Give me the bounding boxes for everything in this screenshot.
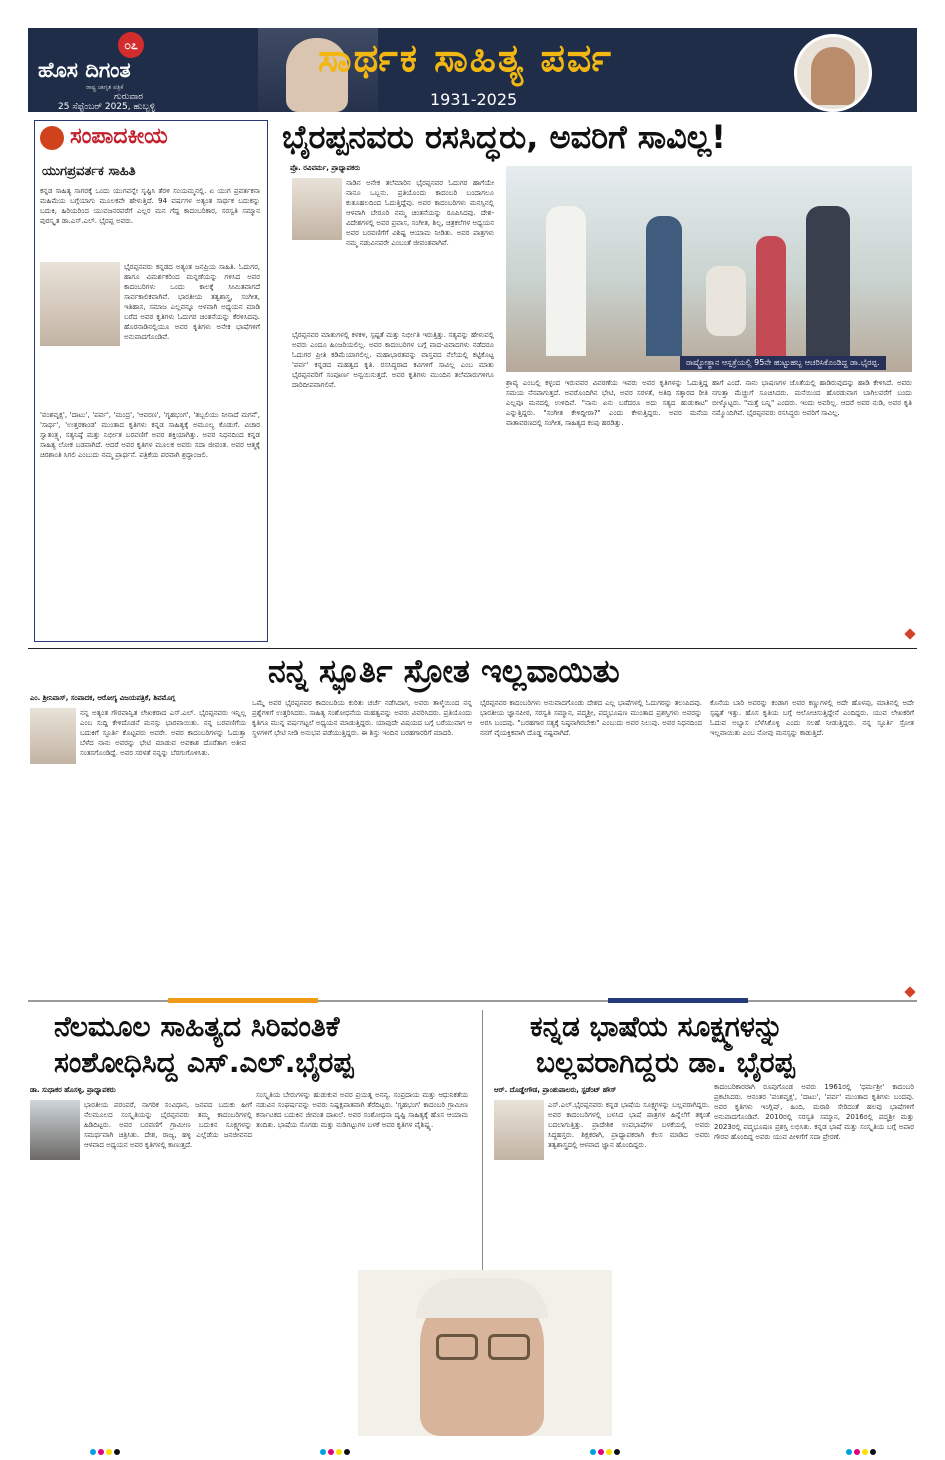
article-byline: ಆರ್. ದೊಡ್ಡೇಗೌಡ, ಪ್ರಾಂಶುಪಾಲರು, ಸ್ಟಡೆಂಟ್ ಹೌಸ್: [494, 1086, 617, 1094]
article-paragraph: ಸಂಸ್ಕೃತಿಯ ಬೇರುಗಳನ್ನು ಹುಡುಕುವ ಅವರ ಪ್ರಯತ್ನ ಅನನ್ಯ. ಸಂಪ್ರದಾಯ ಮತ್ತು ಆಧುನಿಕತೆಯ ನಡುವಿನ ಸಂಘರ್ಷವನ್ನು ಅವರು ನಿಷ್ಪಕ್ಷಪಾತವಾಗಿ ತೆರೆದಿಟ್ಟರು. 'ಗೃಹಭಂಗ' ಕಾದಂಬರಿ ಗ್ರಾಮೀಣ ಕರ್ನಾಟಕದ ಬದುಕಿನ ಜೀವಂತ ದಾಖಲೆ. ಅವರ ಸಂಶೋಧನಾ ದೃಷ್ಟಿ ಸಾಹಿತ್ಯಕ್ಕೆ ಹೊಸ ಆಯಾಮ ತಂದಿತು. ಭಾಷೆಯ ಸೊಗಡು ಮತ್ತು ನುಡಿಗಟ್ಟುಗಳ ಬಳಕೆ ಅವರ ಕೃತಿಗಳ ವೈಶಿಷ್ಟ್ಯ.: [256, 1091, 468, 1129]
article-paragraph: ನನ್ನ ಅತ್ಯಂತ ಗೌರವಾನ್ವಿತ ಲೇಖಕರಾದ ಎಸ್.ಎಲ್. ಭೈರಪ್ಪನವರು ಇನ್ನಿಲ್ಲ ಎಂಬ ಸುದ್ದಿ ಕೇಳಿದೊಡನೆ ಮನಸ್ಸು ಭಾರವಾಯಿತು. ನನ್ನ ಬರವಣಿಗೆಯ ಬದುಕಿಗೆ ಸ್ಫೂರ್ತಿ ಕೊಟ್ಟವರು ಅವರೇ. ಅವರ ಕಾದಂಬರಿಗಳನ್ನು ಓದುತ್ತಾ ಬೆಳೆದ ನಾನು ಅವರನ್ನು ಭೇಟಿ ಮಾಡುವ ಅವಕಾಶ ದೊರೆತಾಗ ಅತೀವ ಸಂತಸಗೊಂಡಿದ್ದೆ. ಅವರ ಸರಳತೆ ನನ್ನನ್ನು ಬೆರಗುಗೊಳಿಸಿತು.: [80, 709, 246, 757]
author-photo: [30, 708, 76, 764]
article-headline: ಕನ್ನಡ ಭಾಷೆಯ ಸೂಕ್ಷ್ಮಗಳನ್ನು: [530, 1010, 784, 1043]
issue-date: 25 ಸೆಪ್ಟೆಂಬರ್ 2025, ಹುಬ್ಬಳ್ಳಿ: [58, 102, 156, 112]
issue-day: ಗುರುವಾರ: [114, 92, 144, 102]
article-headline: ಬಲ್ಲವರಾಗಿದ್ದರು ಡಾ. ಭೈರಪ್ಪ: [536, 1046, 795, 1079]
logo-icon: ೦೭: [118, 32, 144, 58]
article-paragraph: ಕಾದಂಬರಿಕಾರರಾಗಿ ರೂಪುಗೊಂಡ ಅವರು 1961ರಲ್ಲಿ 'ಧರ್ಮಶ್ರೀ' ಕಾದಂಬರಿ ಪ್ರಕಟಿಸಿದರು. ಆನಂತರ 'ವಂಶವೃಕ್ಷ', 'ದಾಟು', 'ಪರ್ವ' ಮುಂತಾದ ಕೃತಿಗಳು ಬಂದವು. ಅವರ ಕೃತಿಗಳು ಇಂಗ್ಲಿಷ್, ಹಿಂದಿ, ಮರಾಠಿ ಸೇರಿದಂತೆ ಹಲವು ಭಾಷೆಗಳಿಗೆ ಅನುವಾದಗೊಂಡಿವೆ. 2010ರಲ್ಲಿ ಸರಸ್ವತಿ ಸಮ್ಮಾನ, 2016ರಲ್ಲಿ ಪದ್ಮಶ್ರೀ ಮತ್ತು 2023ರಲ್ಲಿ ಪದ್ಮಭೂಷಣ ಪ್ರಶಸ್ತಿ ಲಭಿಸಿತು. ಕನ್ನಡ ಭಾಷೆ ಮತ್ತು ಸಂಸ್ಕೃತಿಯ ಬಗ್ಗೆ ಅಪಾರ ಗೌರವ ಹೊಂದಿದ್ದ ಅವರು ಯುವ ಪೀಳಿಗೆಗೆ ಸದಾ ಪ್ರೇರಣೆ.: [714, 1083, 914, 1141]
editorial-header: [40, 126, 266, 154]
accent-bar-orange: [168, 998, 318, 1003]
article-byline: ಪ್ರೊ. ರವಿವರ್ಮ, ಪ್ರಾಧ್ಯಾಪಕರು: [290, 164, 361, 172]
tribute-portrait-photo: [358, 1270, 612, 1436]
masthead-circle-photo: [794, 34, 872, 112]
article-byline: ಡಾ. ಸುಧಾಕರ ಹೊಸಳ್ಳಿ, ಪ್ರಾಧ್ಯಾಪಕರು: [30, 1086, 116, 1094]
article-byline: ಎಂ. ಶ್ರೀನಿವಾಸ್, ಸಂಪಾದಕ, ಆರೋಗ್ಯ ವಿಜಯಪತ್ರಿಕೆ, ಶಿವಮೊಗ್ಗ: [30, 694, 176, 702]
author-photo: [494, 1100, 544, 1160]
section-divider: [318, 1000, 608, 1002]
article-headline: ಭೈರಪ್ಪನವರು ರಸಸಿದ್ಧರು, ಅವರಿಗೆ ಸಾವಿಲ್ಲ!: [282, 118, 726, 156]
print-color-dots: [590, 1440, 622, 1459]
article-headline: ನನ್ನ ಸ್ಫೂರ್ತಿ ಸ್ರೋತ ಇಲ್ಲವಾಯಿತು: [268, 652, 620, 690]
article-photo: [506, 166, 912, 372]
article-paragraph: ಒಮ್ಮೆ ಅವರ ಭೈರಪ್ಪನವರ ಕಾದಂಬರಿಯ ಕುರಿತು ಚರ್ಚೆ ನಡೆಸಿದಾಗ, ಅವರು ತಾಳ್ಮೆಯಿಂದ ನನ್ನ ಪ್ರಶ್ನೆಗಳಿಗೆ ಉತ್ತರಿಸಿದರು. ಸಾಹಿತ್ಯ ಸಂಶೋಧನೆಯ ಮಹತ್ವವನ್ನು ಅವರು ವಿವರಿಸಿದರು. ಪ್ರತಿಯೊಂದು ಕೃತಿಗೂ ಮುನ್ನ ವರ್ಷಗಟ್ಟಲೆ ಅಧ್ಯಯನ ಮಾಡುತ್ತಿದ್ದರು. ಯಾವುದೇ ವಿಷಯದ ಬಗ್ಗೆ ಬರೆಯುವಾಗ ಆ ಸ್ಥಳಗಳಿಗೆ ಭೇಟಿ ನೀಡಿ ಅನುಭವ ಪಡೆಯುತ್ತಿದ್ದರು. ಈ ಶಿಸ್ತು ಇಂದಿನ ಬರಹಗಾರರಿಗೆ ಮಾದರಿ.: [252, 699, 472, 737]
photo-caption: ರಾಷ್ಟ್ರೋತ್ಥಾನ ಆಸ್ಪತ್ರೆಯಲ್ಲಿ 95ನೇ ಹುಟ್ಟುಹಬ್ಬ ಆಚರಿಸಿಕೊಂಡಿದ್ದ ಡಾ.ಭೈರಪ್ಪ.: [680, 356, 886, 370]
editorial-paragraph: ಭೈರಪ್ಪನವರು ಕನ್ನಡದ ಅತ್ಯಂತ ಜನಪ್ರಿಯ ಸಾಹಿತಿ. ಓದುಗರ, ಹಾಗೂ ವಿಮರ್ಶಕರಿಂದ ಮನ್ನಣೆಯನ್ನು ಗಳಿಸಿದ ಅವರ ಕಾದಂಬರಿಗಳು ಒಂದು ಕಾಲಕ್ಕೆ ಸೀಮಿತವಾಗದೆ ಸಾರ್ವಕಾಲಿಕವಾಗಿವೆ. ಭಾರತೀಯ ತತ್ವಶಾಸ್ತ್ರ, ಸಂಗೀತ, ಇತಿಹಾಸ, ಸಮಾಜ ಎಲ್ಲವನ್ನೂ ಆಳವಾಗಿ ಅಧ್ಯಯನ ಮಾಡಿ ಬರೆದ ಅವರ ಕೃತಿಗಳು ಓದುಗರ ಚಿಂತನೆಯನ್ನು ಕೆರಳಿಸಿದವು. ಹೊರನಾಡಿನಲ್ಲಿಯೂ ಅವರ ಕೃತಿಗಳು ಅನೇಕ ಭಾಷೆಗಳಿಗೆ ಅನುವಾದಗೊಂಡಿವೆ.: [124, 263, 260, 341]
article-paragraph: ಹಾಗೆ ಎಂದೆ. ನಾನು ಭಾಷಣಗಳ ಜೊತೆಯಲ್ಲಿ ಹಾಡಿರುವುದನ್ನು ಹಾಡಿ ಕೇಳಿಸಿದೆ. ಅವರು ನಗುತ್ತಾ ಮೆಚ್ಚುಗೆ ಸೂಚಿಸಿದರು. ಮನೆಯಿಂದ ಹೊರಡುವಾಗ ಬಾಗಿಲವರೆಗೆ ಬಂದು ಬೀಳ್ಕೊಟ್ಟರು. "ಮತ್ತೆ ಬನ್ನಿ" ಎಂದರು. ಇಂದು ಅವರಿಲ್ಲ. ಆದರೆ ಅವರ ನುಡಿ, ಅವರ ಕೃತಿ ನಮ್ಮೊಂದಿಗಿವೆ. ಭೈರಪ್ಪನವರು ರಸಸಿದ್ಧರು ಅವರಿಗೆ ಸಾವಿಲ್ಲ.: [712, 379, 912, 417]
section-divider: [28, 648, 917, 649]
article-paragraph: ಭಾರತೀಯ ಪರಂಪರೆ, ನಾಗರಿಕ ಸಂವಿಧಾನ, ಜನಪದ ಬದುಕು ಹೀಗೆ ನೆಲಮೂಲದ ಸಂಸ್ಕೃತಿಯನ್ನು ಭೈರಪ್ಪನವರು ತಮ್ಮ ಕಾದಂಬರಿಗಳಲ್ಲಿ ಹಿಡಿದಿಟ್ಟರು. ಅವರ ಬರವಣಿಗೆ ಗ್ರಾಮೀಣ ಬದುಕಿನ ಸೂಕ್ಷ್ಮಗಳನ್ನು ಸಮರ್ಥವಾಗಿ ಚಿತ್ರಿಸಿತು. ದೇಶ, ರಾಜ್ಯ, ಹಳ್ಳಿ ಎಲ್ಲೆಡೆಯ ಜನಜೀವನದ ಆಳವಾದ ಅಧ್ಯಯನ ಅವರ ಕೃತಿಗಳಲ್ಲಿ ಕಾಣುತ್ತದೆ.: [84, 1101, 252, 1149]
editorial-icon: [40, 126, 64, 150]
editorial-photo: [40, 262, 120, 346]
print-color-dots: [320, 1440, 352, 1459]
editorial-paragraph: 'ವಂಶವೃಕ್ಷ', 'ದಾಟು', 'ಪರ್ವ', 'ಮಂದ್ರ', 'ಆವರಣ', 'ಗೃಹಭಂಗ', 'ತಬ್ಬಲಿಯು ನೀನಾದೆ ಮಗನೆ', 'ಸಾರ್ಥ', 'ಉತ್ತರಕಾಂಡ' ಮುಂತಾದ ಕೃತಿಗಳು ಕನ್ನಡ ಸಾಹಿತ್ಯಕ್ಕೆ ಅಮೂಲ್ಯ ಕೊಡುಗೆ. ವಿಚಾರ ಸ್ವಾತಂತ್ರ್ಯ, ಸತ್ಯನಿಷ್ಠೆ ಮತ್ತು ನಿರ್ಭೀತ ಬರವಣಿಗೆ ಅವರ ಶಕ್ತಿಯಾಗಿತ್ತು. ಅವರ ನಿಧನದಿಂದ ಕನ್ನಡ ಸಾಹಿತ್ಯ ಲೋಕ ಬಡವಾಗಿದೆ. ಆದರೆ ಅವರ ಕೃತಿಗಳ ಮೂಲಕ ಅವರು ಸದಾ ಜೀವಂತ. ಅವರ ಆತ್ಮಕ್ಕೆ ಚಿರಶಾಂತಿ ಸಿಗಲಿ ಎಂಬುದು ನಮ್ಮ ಪ್ರಾರ್ಥನೆ. ಪತ್ರಿಕೆಯ ಪರವಾಗಿ ಶ್ರದ್ಧಾಂಜಲಿ.: [40, 411, 260, 459]
article-paragraph: ಎಸ್.ಎಲ್.ಭೈರಪ್ಪನವರು ಕನ್ನಡ ಭಾಷೆಯ ಸೂಕ್ಷ್ಮಗಳನ್ನು ಬಲ್ಲವರಾಗಿದ್ದರು. ಅವರ ಕಾದಂಬರಿಗಳಲ್ಲಿ ಬಳಸಿದ ಭಾಷೆ ಪಾತ್ರಗಳ ಹಿನ್ನೆಲೆಗೆ ತಕ್ಕಂತೆ ಬದಲಾಗುತ್ತಿತ್ತು. ಪ್ರಾದೇಶಿಕ ಉಪಭಾಷೆಗಳ ಬಳಕೆಯಲ್ಲಿ ಅವರು ಸಿದ್ಧಹಸ್ತರು. ಶಿಕ್ಷಕರಾಗಿ, ಪ್ರಾಧ್ಯಾಪಕರಾಗಿ ಕೆಲಸ ಮಾಡಿದ ಅವರು ತತ್ವಶಾಸ್ತ್ರದಲ್ಲಿ ಆಳವಾದ ಜ್ಞಾನ ಹೊಂದಿದ್ದರು.: [548, 1101, 710, 1149]
accent-bar-blue: [608, 998, 748, 1003]
section-divider: [28, 1000, 168, 1002]
editorial-title: ಸಂಪಾದಕೀಯ: [70, 124, 168, 149]
print-color-dots: [90, 1440, 122, 1459]
newspaper-tagline: ರಾಷ್ಟ್ರ ಜಾಗೃತ ಪತ್ರಿಕೆ: [86, 84, 124, 91]
life-years: 1931-2025: [430, 90, 518, 109]
article-paragraph: ನಾಡಿನ ಅನೇಕ ತಲೆಮಾರಿನ ಭೈರಪ್ಪನವರ ಓದುಗರ ಹಾಗೆಯೇ ನಾನೂ ಒಬ್ಬನು. ಪ್ರತಿಯೊಂದು ಕಾದಂಬರಿ ಬಂದಾಗಲೂ ಕುತೂಹಲದಿಂದ ಓದುತ್ತಿದ್ದೆವು. ಅವರ ಕಾದಂಬರಿಗಳು ಮನಸ್ಸಿನಲ್ಲಿ ಆಳವಾಗಿ ಬೇರೂರಿ ನಮ್ಮ ಚಿಂತನೆಯನ್ನು ರೂಪಿಸಿದವು. ದೇಶ-ವಿದೇಶಗಳಲ್ಲಿ ಅವರ ಪ್ರವಾಸ, ಸಂಗೀತ, ಶಿಲ್ಪ, ಚಿತ್ರಕಲೆಗಳ ಅಧ್ಯಯನ ಅವರ ಬರವಣಿಗೆಗೆ ವಿಶಿಷ್ಟ ಆಯಾಮ ನೀಡಿತು. ಅವರ ಪಾತ್ರಗಳು ನಮ್ಮ ನಡುವಿನವರೇ ಎಂಬಂತೆ ಜೀವಂತವಾಗಿವೆ.: [346, 179, 494, 247]
newspaper-logo: ಹೊಸ ದಿಗಂತ: [38, 58, 131, 82]
article-paragraph: ಭೈರಪ್ಪನವರ ಕಾದಂಬರಿಗಳು ಅನುವಾದಗೊಂಡು ದೇಶದ ಎಲ್ಲ ಭಾಷೆಗಳಲ್ಲಿ ಓದುಗರನ್ನು ತಲುಪಿದವು. ಭಾರತೀಯ ಜ್ಞಾನಪೀಠ, ಸರಸ್ವತಿ ಸಮ್ಮಾನ, ಪದ್ಮಶ್ರೀ, ಪದ್ಮಭೂಷಣ ಮುಂತಾದ ಪ್ರಶಸ್ತಿಗಳು ಅವರನ್ನು ಅರಸಿ ಬಂದವು. "ಬರಹಗಾರ ಸತ್ಯಕ್ಕೆ ನಿಷ್ಠನಾಗಿರಬೇಕು" ಎಂಬುದು ಅವರ ನಿಲುವು. ಅವರ ನಿಧನದಿಂದ ನನಗೆ ವೈಯಕ್ತಿಕವಾಗಿ ದೊಡ್ಡ ನಷ್ಟವಾಗಿದೆ.: [480, 699, 702, 737]
article-headline: ಸಂಶೋಧಿಸಿದ್ದ ಎಸ್.ಎಲ್.ಭೈರಪ್ಪ: [54, 1046, 354, 1079]
editorial-paragraph: ಕನ್ನಡ ಸಾಹಿತ್ಯ ಸಾಗರಕ್ಕೆ ಒಂದು ಯುಗವನ್ನೇ ಸೃಷ್ಟಿಸಿ ತೆರಳಿ ಸಂಯಮ್ಮನಲ್ಲಿ. ಏ ಯುಗ ಪ್ರವರ್ತಕನಾ ಮಹಿಮೆಯ ಬಗ್ಗೆಯಾಗು ಮೂಲಕವೇ ಹೇಳುತ್ತಿದೆ. 94 ವರ್ಷಗಳ ಅತ್ಯಂತ ಸಾರ್ಥಕ ಬದುಕನ್ನು ಬದುಕಿ, ಹಿರಿಯರಿಂದ ಯುವಜನರವರೆಗೆ ಎಲ್ಲರ ಮನ ಗೆದ್ದ ಕಾದಂಬರಿಕಾರ, ಸರಸ್ವತಿ ಸಮ್ಮಾನ ಪುರಸ್ಕೃತ ಡಾ.ಎಸ್.ಎಲ್. ಭೈರಪ್ಪ ಅವರು.: [40, 187, 260, 225]
editorial-subtitle: ಯುಗಪ್ರವರ್ತಕ ಸಾಹಿತಿ: [42, 164, 136, 179]
article-paragraph: ಭೈರಪ್ಪನವರ ಮಾತುಗಳಲ್ಲಿ ಕಳಕಳಿ, ಸ್ಪಷ್ಟತೆ ಮತ್ತು ನಿರ್ಭೀತಿ ಇರುತ್ತಿತ್ತು. ಸತ್ಯವನ್ನು ಹೇಳುವಲ್ಲಿ ಅವರು ಎಂದೂ ಹಿಂಜರಿಯಲಿಲ್ಲ. ಅವರ ಕಾದಂಬರಿಗಳ ಬಗ್ಗೆ ವಾದ-ವಿವಾದಗಳು ನಡೆದರೂ ಓದುಗರ ಪ್ರೀತಿ ಕಡಿಮೆಯಾಗಲಿಲ್ಲ. ಮಹಾಭಾರತವನ್ನು ವಾಸ್ತವದ ನೆಲೆಯಲ್ಲಿ ಕಟ್ಟಿಕೊಟ್ಟ 'ಪರ್ವ' ಕನ್ನಡದ ಮಹತ್ವದ ಕೃತಿ. ರಸಸಿದ್ಧರಾದ ಕವಿಗಳಿಗೆ ಸಾವಿಲ್ಲ ಎಂಬ ಮಾತು ಭೈರಪ್ಪನವರಿಗೆ ಸಂಪೂರ್ಣ ಅನ್ವಯಿಸುತ್ತದೆ. ಅವರ ಕೃತಿಗಳು ಮುಂದಿನ ತಲೆಮಾರುಗಳಿಗೂ ದಾರಿದೀಪವಾಗಲಿವೆ.: [292, 331, 494, 389]
author-photo: [292, 178, 342, 240]
author-photo: [30, 1100, 80, 1160]
article-headline: ನೆಲಮೂಲ ಸಾಹಿತ್ಯದ ಸಿರಿವಂತಿಕೆ: [54, 1010, 340, 1043]
section-divider: [748, 1000, 917, 1002]
print-color-dots: [846, 1440, 878, 1459]
article-paragraph: ಕೊನೆಯ ಬಾರಿ ಅವರನ್ನು ಕಂಡಾಗ ಅವರ ಕಣ್ಣುಗಳಲ್ಲಿ ಅದೇ ಹೊಳಪು, ಮಾತಿನಲ್ಲಿ ಅದೇ ಸ್ಪಷ್ಟತೆ ಇತ್ತು. ಹೊಸ ಕೃತಿಯ ಬಗ್ಗೆ ಆಲೋಚಿಸುತ್ತಿದ್ದೇನೆ ಎಂದಿದ್ದರು. ಯುವ ಲೇಖಕರಿಗೆ ಓದುವ ಅಭ್ಯಾಸ ಬೆಳೆಸಿಕೊಳ್ಳಿ ಎಂದು ಸಲಹೆ ನೀಡುತ್ತಿದ್ದರು. ನನ್ನ ಸ್ಫೂರ್ತಿ ಸ್ರೋತ ಇಲ್ಲವಾಯಿತು ಎಂಬ ನೋವು ಮನಸ್ಸನ್ನು ಕಾಡುತ್ತಿದೆ.: [710, 699, 914, 737]
page-title: ಸಾರ್ಥಕ ಸಾಹಿತ್ಯ ಪರ್ವ: [318, 36, 613, 80]
article-paragraph: ಶ್ರಾವ್ಯ ಎಂಬಲ್ಲಿ ಕಳ್ಳಂದ ಇರುವವರ ವಿವರಣೆಯ ಇವರು ಅವರ ಕೃತಿಗಳನ್ನು ಓದುತ್ತಿದ್ದ ಸಮಯ ನೆನಪಾಗುತ್ತದೆ. ಅವರೊಂದಿಗಿನ ಭೇಟಿ, ಅವರ ಸರಳತೆ, ಅತಿಥಿ ಸತ್ಕಾರದ ರೀತಿ ಎಲ್ಲವೂ ಮನದಲ್ಲಿ ಉಳಿದಿವೆ. "ನಾನು ಏನು ಬರೆದರೂ ಅದು ಸತ್ಯದ ಹುಡುಕಾಟ" ಎನ್ನುತ್ತಿದ್ದರು. "ಸಂಗೀತ ಕೇಳಿದ್ದೀರಾ?" ಎಂದು ಕೇಳುತ್ತಿದ್ದರು. ಅವರ ಮನೆಯ ವಾತಾವರಣದಲ್ಲಿ ಸಂಗೀತ, ಸಾಹಿತ್ಯದ ಕಂಪು ಹರಡಿತ್ತು.: [506, 379, 708, 427]
masthead: [28, 28, 917, 112]
